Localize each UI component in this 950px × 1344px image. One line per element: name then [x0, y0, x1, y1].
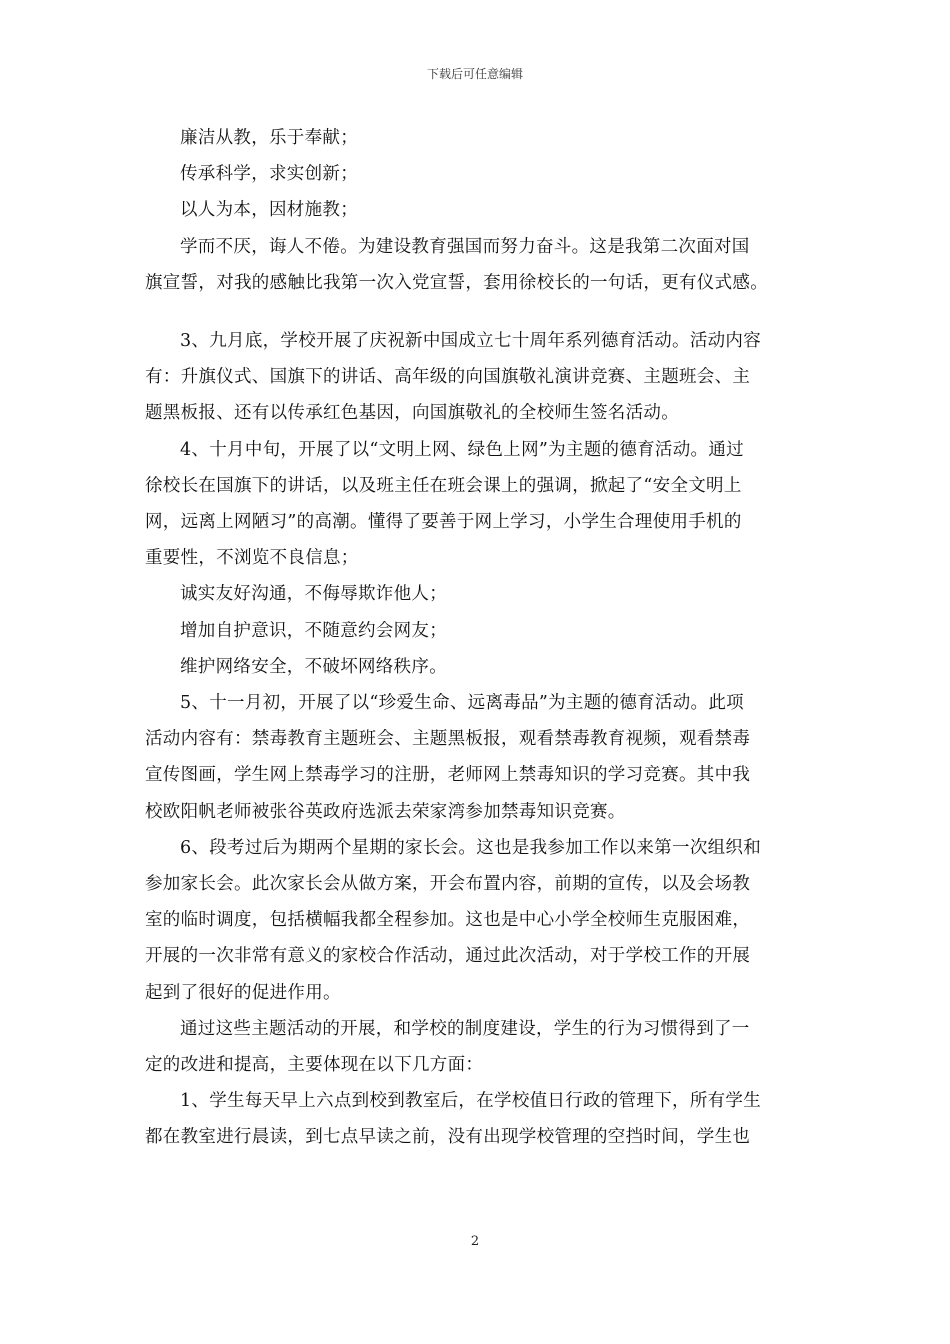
paragraph-line: 4、十月中旬，开展了以“文明上网、绿色上网”为主题的德育活动。通过: [180, 439, 744, 460]
document-body: [145, 120, 810, 1156]
paragraph-line: 宣传图画，学生网上禁毒学习的注册，老师网上禁毒知识的学习竞赛。其中我: [145, 765, 751, 786]
paragraph-line: 旗宣誓，对我的感触比我第一次入党宣誓，套用徐校长的一句话，更有仪式感。: [145, 272, 768, 293]
paragraph-line: 3、九月底，学校开展了庆祝新中国成立七十周年系列德育活动。活动内容: [180, 331, 762, 352]
page-number: 2: [470, 1234, 480, 1249]
paragraph-line: 徐校长在国旗下的讲话，以及班主任在班会课上的强调，掀起了“安全文明上: [145, 475, 742, 496]
paragraph-line: 以人为本，因材施教；: [180, 200, 358, 221]
paragraph-line: 参加家长会。此次家长会从做方案，开会布置内容，前期的宣传，以及会场教: [145, 874, 751, 895]
paragraph-line: 维护网络安全，不破坏网络秩序。: [180, 656, 447, 677]
paragraph-line: 室的临时调度，包括横幅我都全程参加。这也是中心小学全校师生克服困难，: [145, 910, 751, 931]
paragraph-line: 都在教室进行晨读，到七点早读之前，没有出现学校管理的空挡时间，学生也: [145, 1127, 751, 1148]
paragraph-line: 廉洁从教，乐于奉献；: [180, 128, 358, 148]
paragraph-line: 6、段考过后为期两个星期的家长会。这也是我参加工作以来第一次组织和: [180, 837, 762, 858]
paragraph-line: 校欧阳帆老师被张谷英政府选派去荣家湾参加禁毒知识竞赛。: [145, 801, 626, 822]
paragraph-line: 增加自护意识，不随意约会网友；: [180, 620, 447, 641]
paragraph-line: 定的改进和提高，主要体现在以下几方面：: [145, 1055, 484, 1076]
paragraph-line: 通过这些主题活动的开展，和学校的制度建设，学生的行为习惯得到了一: [180, 1018, 750, 1039]
paragraph-line: 活动内容有：禁毒教育主题班会、主题黑板报，观看禁毒教育视频，观看禁毒: [145, 729, 751, 750]
paragraph-line: 5、十一月初，开展了以“珍爱生命、远离毒品”为主题的德育活动。此项: [180, 693, 744, 714]
paragraph-line: 起到了很好的促进作用。: [145, 982, 341, 1003]
paragraph-gap: [145, 301, 810, 323]
paragraph-line: 开展的一次非常有意义的家校合作活动，通过此次活动，对于学校工作的开展: [145, 946, 751, 967]
paragraph-line: 重要性，不浏览不良信息；: [145, 548, 359, 569]
paragraph-line: 1、学生每天早上六点到校到教室后，在学校值日行政的管理下，所有学生: [180, 1091, 762, 1112]
paragraph-line: 学而不厌，诲人不倦。为建设教育强国而努力奋斗。这是我第二次面对国: [180, 236, 750, 257]
paragraph-line: 有：升旗仪式、国旗下的讲话、高年级的向国旗敬礼演讲竞赛、主题班会、主: [145, 367, 751, 388]
paragraph-line: 网，远离上网陋习”的高潮。懂得了要善于网上学习，小学生合理使用手机的: [145, 512, 742, 533]
paragraph-line: 题黑板报、还有以传承红色基因，向国旗敬礼的全校师生签名活动。: [145, 403, 679, 424]
paragraph-line: 诚实友好沟通，不侮辱欺诈他人；: [180, 584, 447, 605]
paragraph-line: 传承科学，求实创新；: [180, 164, 358, 185]
page-header: 下载后可任意编辑: [426, 67, 523, 81]
